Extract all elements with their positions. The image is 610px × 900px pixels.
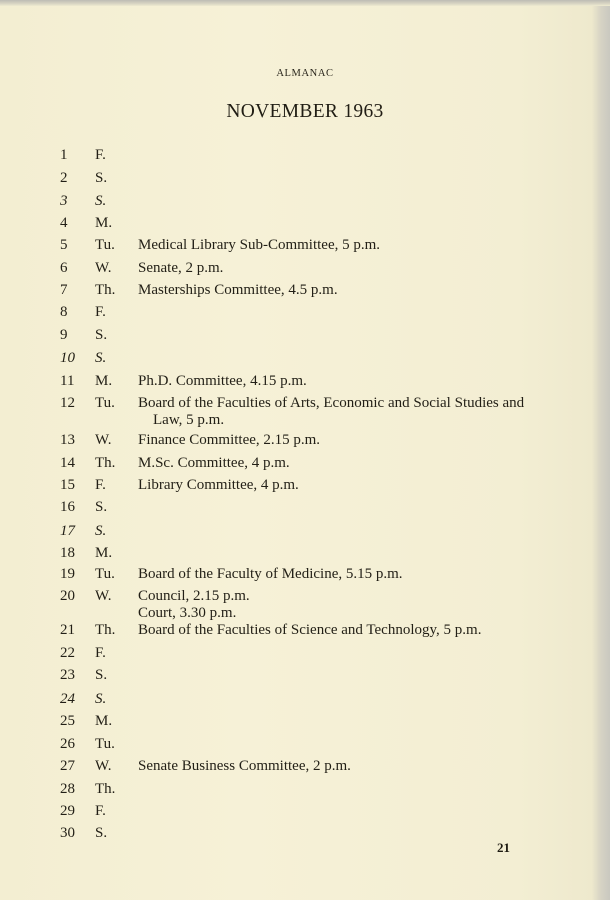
day-number: 29 xyxy=(60,803,75,819)
event-continuation: Law, 5 p.m. xyxy=(153,412,225,428)
event-entry: Finance Committee, 2.15 p.m. xyxy=(138,432,321,448)
weekday-abbrev: S. xyxy=(95,691,107,707)
weekday-abbrev: F. xyxy=(95,304,106,320)
day-events xyxy=(138,237,518,254)
event-entry: Board of the Faculty of Medicine, 5.15 p.m. xyxy=(138,566,403,582)
day-number: 11 xyxy=(60,373,75,389)
weekday-abbrev: Th. xyxy=(95,282,116,298)
day-events xyxy=(138,282,518,299)
day-events xyxy=(138,260,518,277)
weekday-abbrev: M. xyxy=(95,545,113,561)
day-number: 30 xyxy=(60,825,75,841)
day-number: 21 xyxy=(60,622,75,638)
day-number: 15 xyxy=(60,477,75,493)
weekday-abbrev: Tu. xyxy=(95,237,115,253)
weekday-abbrev: F. xyxy=(95,803,106,819)
event-entry: Ph.D. Committee, 4.15 p.m. xyxy=(138,373,307,389)
event-entry: Court, 3.30 p.m. xyxy=(138,605,237,621)
event-entry: Senate Business Committee, 2 p.m. xyxy=(138,758,351,774)
weekday-abbrev: S. xyxy=(95,193,107,209)
weekday-abbrev: S. xyxy=(95,499,108,515)
event-entry: Board of the Faculties of Science and Technology, 5 p.m. xyxy=(138,622,482,638)
event-entry: Senate, 2 p.m. xyxy=(138,260,224,276)
day-number: 5 xyxy=(60,237,68,253)
page-number: 21 xyxy=(497,840,510,855)
weekday-abbrev: Tu. xyxy=(95,566,115,582)
day-events xyxy=(138,432,518,449)
event-entry: Library Committee, 4 p.m. xyxy=(138,477,299,493)
weekday-abbrev: W. xyxy=(95,588,112,604)
weekday-abbrev: S. xyxy=(95,350,107,366)
weekday-abbrev: S. xyxy=(95,825,108,841)
day-number: 27 xyxy=(60,758,75,774)
day-number: 22 xyxy=(60,645,75,661)
page-title: NOVEMBER 1963 xyxy=(226,101,384,122)
weekday-abbrev: W. xyxy=(95,758,112,774)
weekday-abbrev: F. xyxy=(95,645,106,661)
day-number: 1 xyxy=(60,147,68,163)
day-number: 7 xyxy=(60,282,68,298)
weekday-abbrev: Th. xyxy=(95,781,116,797)
day-number: 23 xyxy=(60,667,75,683)
day-events xyxy=(138,477,518,494)
day-number: 28 xyxy=(60,781,75,797)
day-number: 18 xyxy=(60,545,75,561)
event-entry: Masterships Committee, 4.5 p.m. xyxy=(138,282,338,298)
event-entry: Board of the Faculties of Arts, Economic and Social Studies and xyxy=(138,395,525,411)
weekday-abbrev: S. xyxy=(95,327,108,343)
weekday-abbrev: S. xyxy=(95,170,108,186)
day-events xyxy=(138,455,518,472)
day-number: 3 xyxy=(60,193,68,209)
day-number: 20 xyxy=(60,588,75,604)
weekday-abbrev: M. xyxy=(95,373,113,389)
weekday-abbrev: S. xyxy=(95,523,107,539)
day-number: 2 xyxy=(60,170,68,186)
running-head: ALMANAC xyxy=(276,68,334,79)
day-number: 9 xyxy=(60,327,68,343)
weekday-abbrev: W. xyxy=(95,260,112,276)
day-number: 26 xyxy=(60,736,75,752)
day-events xyxy=(138,566,518,583)
day-events xyxy=(138,373,518,390)
day-number: 19 xyxy=(60,566,75,582)
day-events xyxy=(138,622,518,639)
weekday-abbrev: S. xyxy=(95,667,108,683)
weekday-abbrev: F. xyxy=(95,147,106,163)
event-entry: Medical Library Sub-Committee, 5 p.m. xyxy=(138,237,381,253)
event-entry: Council, 2.15 p.m. xyxy=(138,588,250,604)
day-number: 6 xyxy=(60,260,68,276)
day-number: 25 xyxy=(60,713,75,729)
day-events xyxy=(138,758,518,775)
weekday-abbrev: Th. xyxy=(95,622,116,638)
weekday-abbrev: W. xyxy=(95,432,112,448)
day-number: 17 xyxy=(60,523,75,539)
day-events xyxy=(138,395,525,429)
day-number: 12 xyxy=(60,395,75,411)
weekday-abbrev: M. xyxy=(95,215,113,231)
scan-edge xyxy=(0,0,610,6)
day-number: 24 xyxy=(60,691,75,707)
day-number: 4 xyxy=(60,215,68,231)
weekday-abbrev: Tu. xyxy=(95,395,115,411)
day-number: 10 xyxy=(60,350,75,366)
day-number: 16 xyxy=(60,499,75,515)
event-entry: M.Sc. Committee, 4 p.m. xyxy=(138,455,290,471)
weekday-abbrev: F. xyxy=(95,477,106,493)
weekday-abbrev: Tu. xyxy=(95,736,115,752)
weekday-abbrev: M. xyxy=(95,713,113,729)
day-number: 14 xyxy=(60,455,75,471)
day-number: 8 xyxy=(60,304,68,320)
day-events xyxy=(138,588,518,622)
weekday-abbrev: Th. xyxy=(95,455,116,471)
day-number: 13 xyxy=(60,432,75,448)
